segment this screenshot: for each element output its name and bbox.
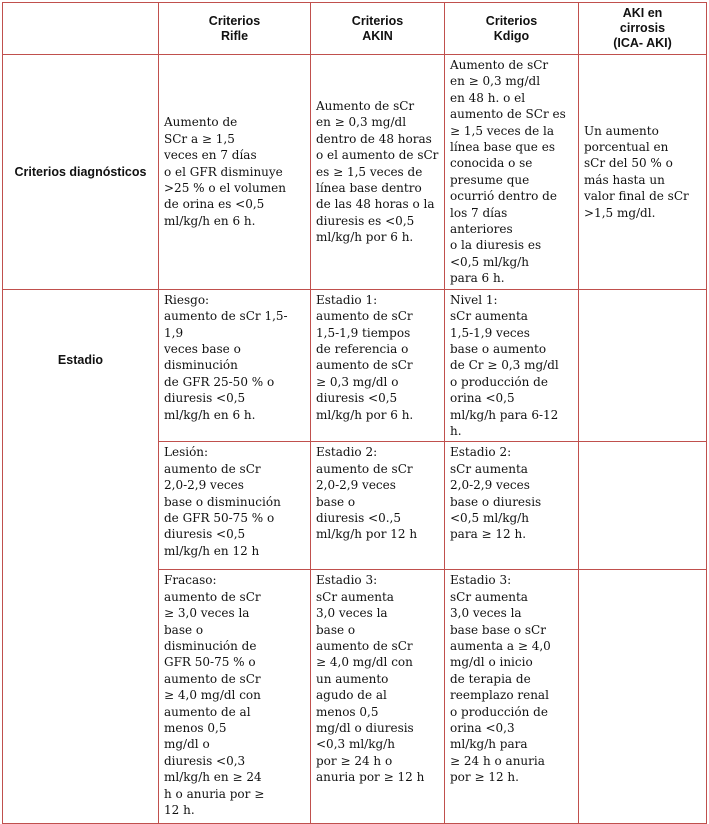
stage-row-1 — [3, 289, 707, 442]
stage3-akin-cell: Estadio 3: sCr aumenta 3,0 veces la base o aumento de sCr ≥ 4,0 mg/dl con un aumento agudo de al menos 0,5 mg/dl o diuresis <0,3 ml/kg/h por ≥ 24 h o anuria por ≥ 12 h — [311, 570, 445, 824]
diagnostic-kdigo-cell: Aumento de sCr en ≥ 0,3 mg/dl en 48 h. o el aumento de SCr es ≥ 1,5 veces de la línea base que es conocida o se presume que ocurrió dentro de los 7 días anteriores o la diuresis es <0,5 ml/kg/h para 6 h. — [445, 55, 579, 290]
stage3-kdigo-cell: Estadio 3: sCr aumenta 3,0 veces la base base o sCr aumenta a ≥ 4,0 mg/dl o inicio de terapia de reemplazo renal o producción de orina <0,3 ml/kg/h para ≥ 24 h o anuria por ≥ 12 h. — [445, 570, 579, 824]
header-row — [3, 3, 707, 55]
stage2-kdigo-cell: Estadio 2: sCr aumenta 2,0-2,9 veces base o diuresis <0,5 ml/kg/h para ≥ 12 h. — [445, 442, 579, 570]
stage2-akin-cell: Estadio 2: aumento de sCr 2,0-2,9 veces base o diuresis <0.,5 ml/kg/h por 12 h — [311, 442, 445, 570]
stage1-ica-cell — [579, 289, 707, 442]
stage1-kdigo-cell: Nivel 1: sCr aumenta 1,5-1,9 veces base o aumento de Cr ≥ 0,3 mg/dl o producción de orina <0,5 ml/kg/h para 6-12 h. — [445, 289, 579, 442]
stage3-ica-cell — [579, 570, 707, 824]
diagnostic-akin-cell: Aumento de sCr en ≥ 0,3 mg/dl dentro de 48 horas o el aumento de sCr es ≥ 1,5 veces de línea base dentro de las 48 horas o la diuresis es <0,5 ml/kg/h por 6 h. — [311, 55, 445, 290]
stage2-rifle-cell: Lesión: aumento de sCr 2,0-2,9 veces base o disminución de GFR 50-75 % o diuresis <0,5 ml/kg/h en 12 h — [159, 442, 311, 570]
header-empty — [3, 3, 159, 55]
diagnostic-ica-cell: Un aumento porcentual en sCr del 50 % o más hasta un valor final de sCr >1,5 mg/dl. — [579, 55, 707, 290]
stage2-ica-cell — [579, 442, 707, 570]
header-ica-aki: AKI en cirrosis (ICA- AKI) — [579, 3, 707, 55]
diagnostic-criteria-row — [3, 55, 707, 290]
stage1-rifle-cell: Riesgo: aumento de sCr 1,5-1,9 veces base o disminución de GFR 25-50 % o diuresis <0,5 ml/kg/h en 6 h. — [159, 289, 311, 442]
header-rifle: Criterios Rifle — [159, 3, 311, 55]
stage-label: Estadio — [3, 289, 159, 824]
header-kdigo: Criterios Kdigo — [445, 3, 579, 55]
aki-criteria-table — [2, 2, 707, 824]
diagnostic-criteria-label: Criterios diagnósticos — [3, 55, 159, 290]
diagnostic-rifle-cell: Aumento de SCr a ≥ 1,5 veces en 7 días o el GFR disminuye >25 % o el volumen de orina es <0,5 ml/kg/h en 6 h. — [159, 55, 311, 290]
stage1-akin-cell: Estadio 1: aumento de sCr 1,5-1,9 tiempos de referencia o aumento de sCr ≥ 0,3 mg/dl o diuresis <0,5 ml/kg/h por 6 h. — [311, 289, 445, 442]
stage3-rifle-cell: Fracaso: aumento de sCr ≥ 3,0 veces la base o disminución de GFR 50-75 % o aumento de sCr ≥ 4,0 mg/dl con aumento de al menos 0,5 mg/dl o diuresis <0,3 ml/kg/h en ≥ 24 h o anuria por ≥ 12 h. — [159, 570, 311, 824]
header-akin: Criterios AKIN — [311, 3, 445, 55]
